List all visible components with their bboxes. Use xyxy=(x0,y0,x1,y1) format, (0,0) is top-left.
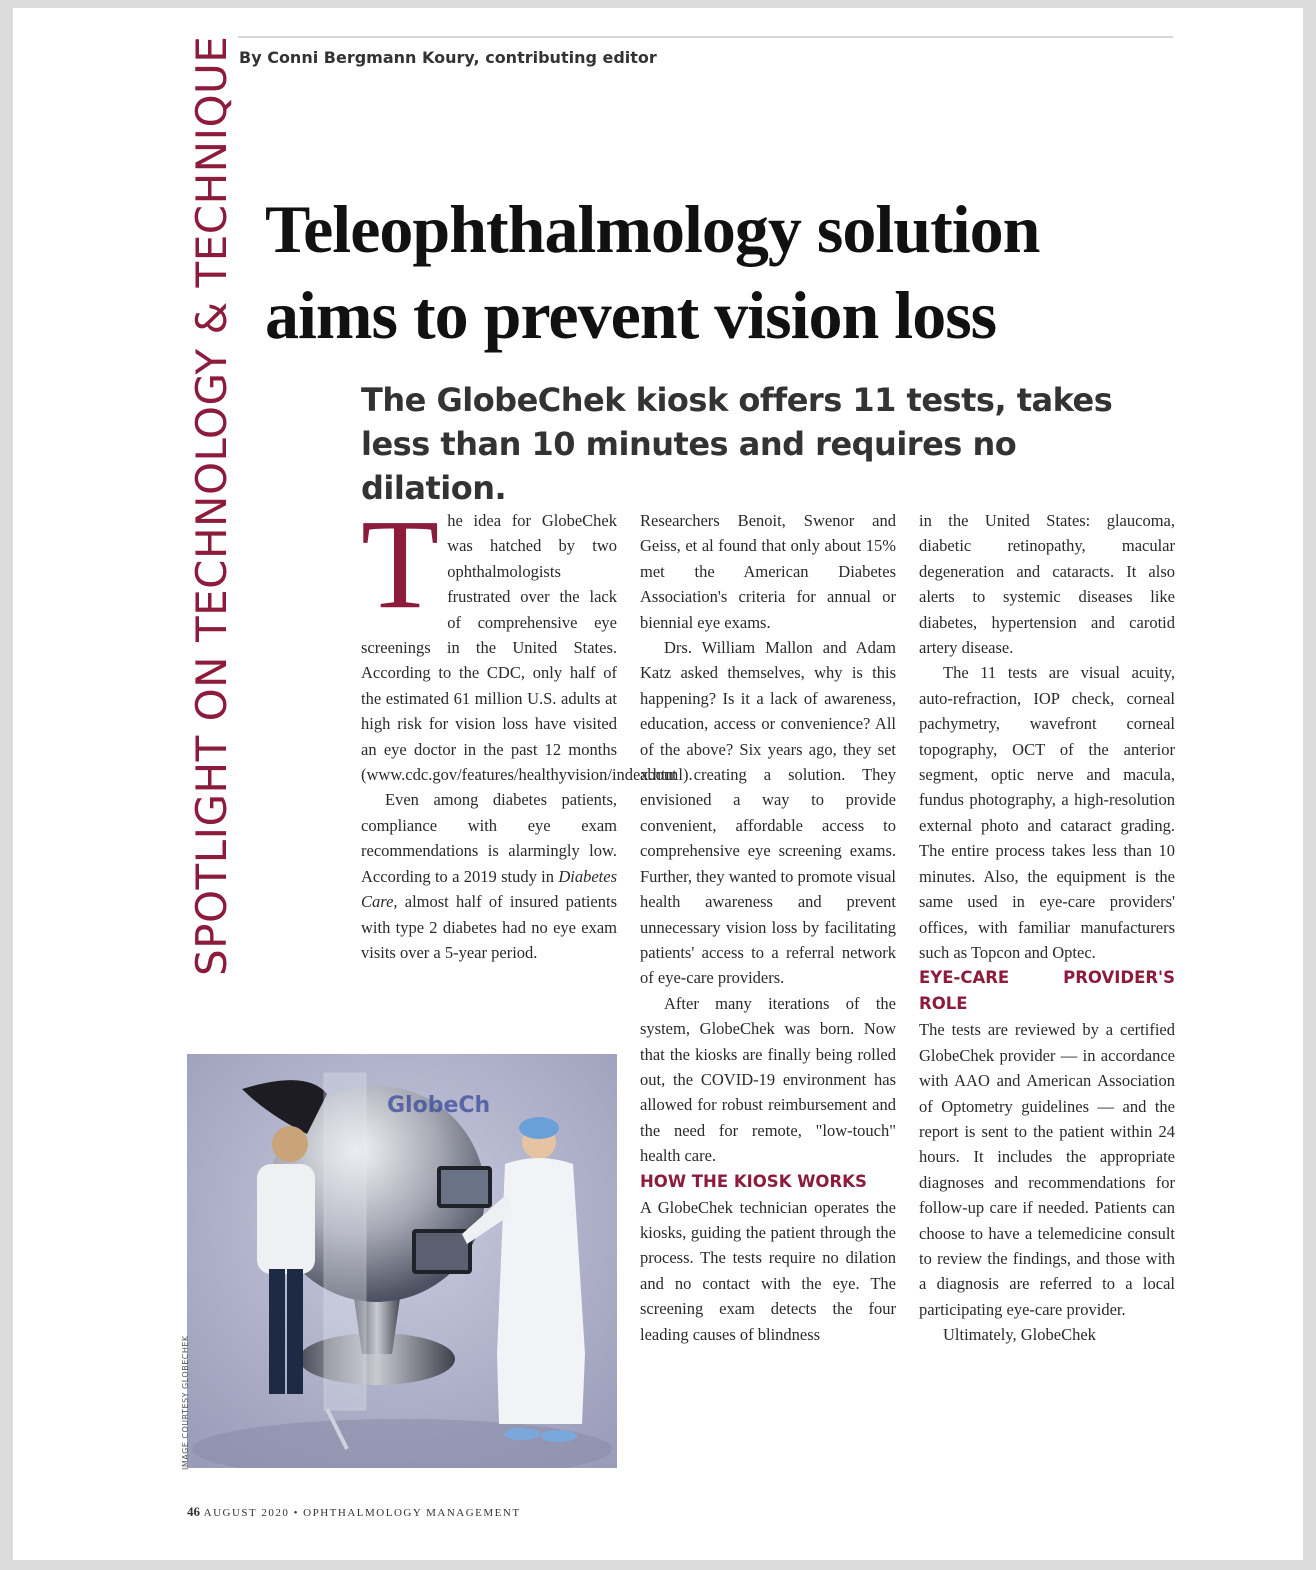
paragraph: The 11 tests are visual acuity, auto-refraction, IOP check, corneal pachymetry, wavefront corneal topography, OCT of the anterior segment, optic nerve and macula, fundus photography, a high-resolution external photo and cataract grading. The entire process takes less than 10 minutes. Also, the equipment is the same used in eye-care providers' offices, with familiar manufacturers such as Topcon and Optec. xyxy=(919,663,1175,962)
paragraph-text: , almost half of insured patients with type 2 diabetes had no eye exam visits over a 5-year period. xyxy=(361,892,617,962)
paragraph: After many iterations of the system, GlobeChek was born. Now that the kiosks are finally being rolled out, the COVID-19 environment has allowed for robust reimbursement and the need for remote, "low-touch" health care. xyxy=(640,993,896,1166)
paragraph: Drs. William Mallon and Adam Katz asked themselves, why is this happening? Is it a lack of awareness, education, access or convenience? All of the above? Six years ago, they set about creating a solution. They envisioned a way to provide convenient, affordable access to comprehensive eye screening exams. Further, they wanted to promote visual health awareness and prevent unnecessary vision loss by facilitating patients' access to a referral network of eye-care providers. xyxy=(640,638,896,988)
page-footer xyxy=(187,1504,521,1520)
paragraph: The tests are reviewed by a certified GlobeChek provider — in accordance with AAO and American Association of Optometry guidelines — and the report is sent to the patient within 24 hours. It includes the appropriate diagnoses and recommendations for follow-up care if needed. Patients can choose to have a telemedicine consult to review the findings, and those with a diagnosis are referred to a local participating eye-care provider. xyxy=(919,1020,1175,1319)
byline: By Conni Bergmann Koury, contributing editor xyxy=(239,48,657,67)
column-2 xyxy=(640,508,896,1347)
paragraph: Researchers Benoit, Swenor and Geiss, et al found that only about 15% met the American Diabetes Association's criteria for annual or biennial eye exams. xyxy=(640,511,896,632)
paragraph: in the United States: glaucoma, diabetic retinopathy, macular degeneration and cataracts. It also alerts to systemic diseases like diabetes, hypertension and carotid artery disease. xyxy=(919,511,1175,658)
deck: The GlobeChek kiosk offers 11 tests, takes less than 10 minutes and requires no dilation. xyxy=(361,381,1113,507)
page-number: 46 xyxy=(187,1504,200,1519)
column-1 xyxy=(361,493,693,965)
paragraph xyxy=(361,787,617,965)
magazine-page xyxy=(13,8,1303,1560)
footer-text: AUGUST 2020 • OPHTHALMOLOGY MANAGEMENT xyxy=(203,1507,521,1519)
top-rule xyxy=(238,36,1173,38)
drop-cap: T xyxy=(361,493,440,635)
section-label: SPOTLIGHT ON TECHNOLOGY & TECHNIQUE xyxy=(187,35,236,976)
journal-title: Diabetes Care xyxy=(361,866,617,912)
paragraph xyxy=(361,493,693,787)
headline: Teleophthalmology solution aims to prevent vision loss xyxy=(265,191,1040,353)
kiosk-illustration xyxy=(187,1054,617,1468)
paragraph: A GlobeChek technician operates the kiosks, guiding the patient through the process. The tests require no dilation and no contact with the eye. The screening exam detects the four leading causes of blindness xyxy=(640,1197,896,1344)
paragraph: Ultimately, GlobeChek xyxy=(943,1325,1096,1345)
kiosk-photo xyxy=(187,1054,617,1468)
paragraph-text: Even among diabetes patients, compliance with eye exam recommendations is alarmingly low. According to a 2019 study in xyxy=(361,790,617,886)
kiosk-logo: GlobeCh xyxy=(387,1093,491,1118)
section-heading: EYE-CARE PROVIDER'S ROLE xyxy=(919,968,1175,1014)
section-heading: HOW THE KIOSK WORKS xyxy=(640,1171,867,1191)
photo-credit: IMAGE COURTESY GLOBECHEK xyxy=(181,1335,190,1470)
paragraph-text: he idea for GlobeChek was hatched by two ophthalmologists frustrated over the lack of comprehensive eye screenings in the United States. According to the CDC, only half of the estimated 61 million U.S. adults at high risk for vision loss have visited an eye doctor in the past 12 months (www.cdc.gov/features/healthyvision/index.html). xyxy=(361,511,693,785)
column-3 xyxy=(919,508,1175,1348)
